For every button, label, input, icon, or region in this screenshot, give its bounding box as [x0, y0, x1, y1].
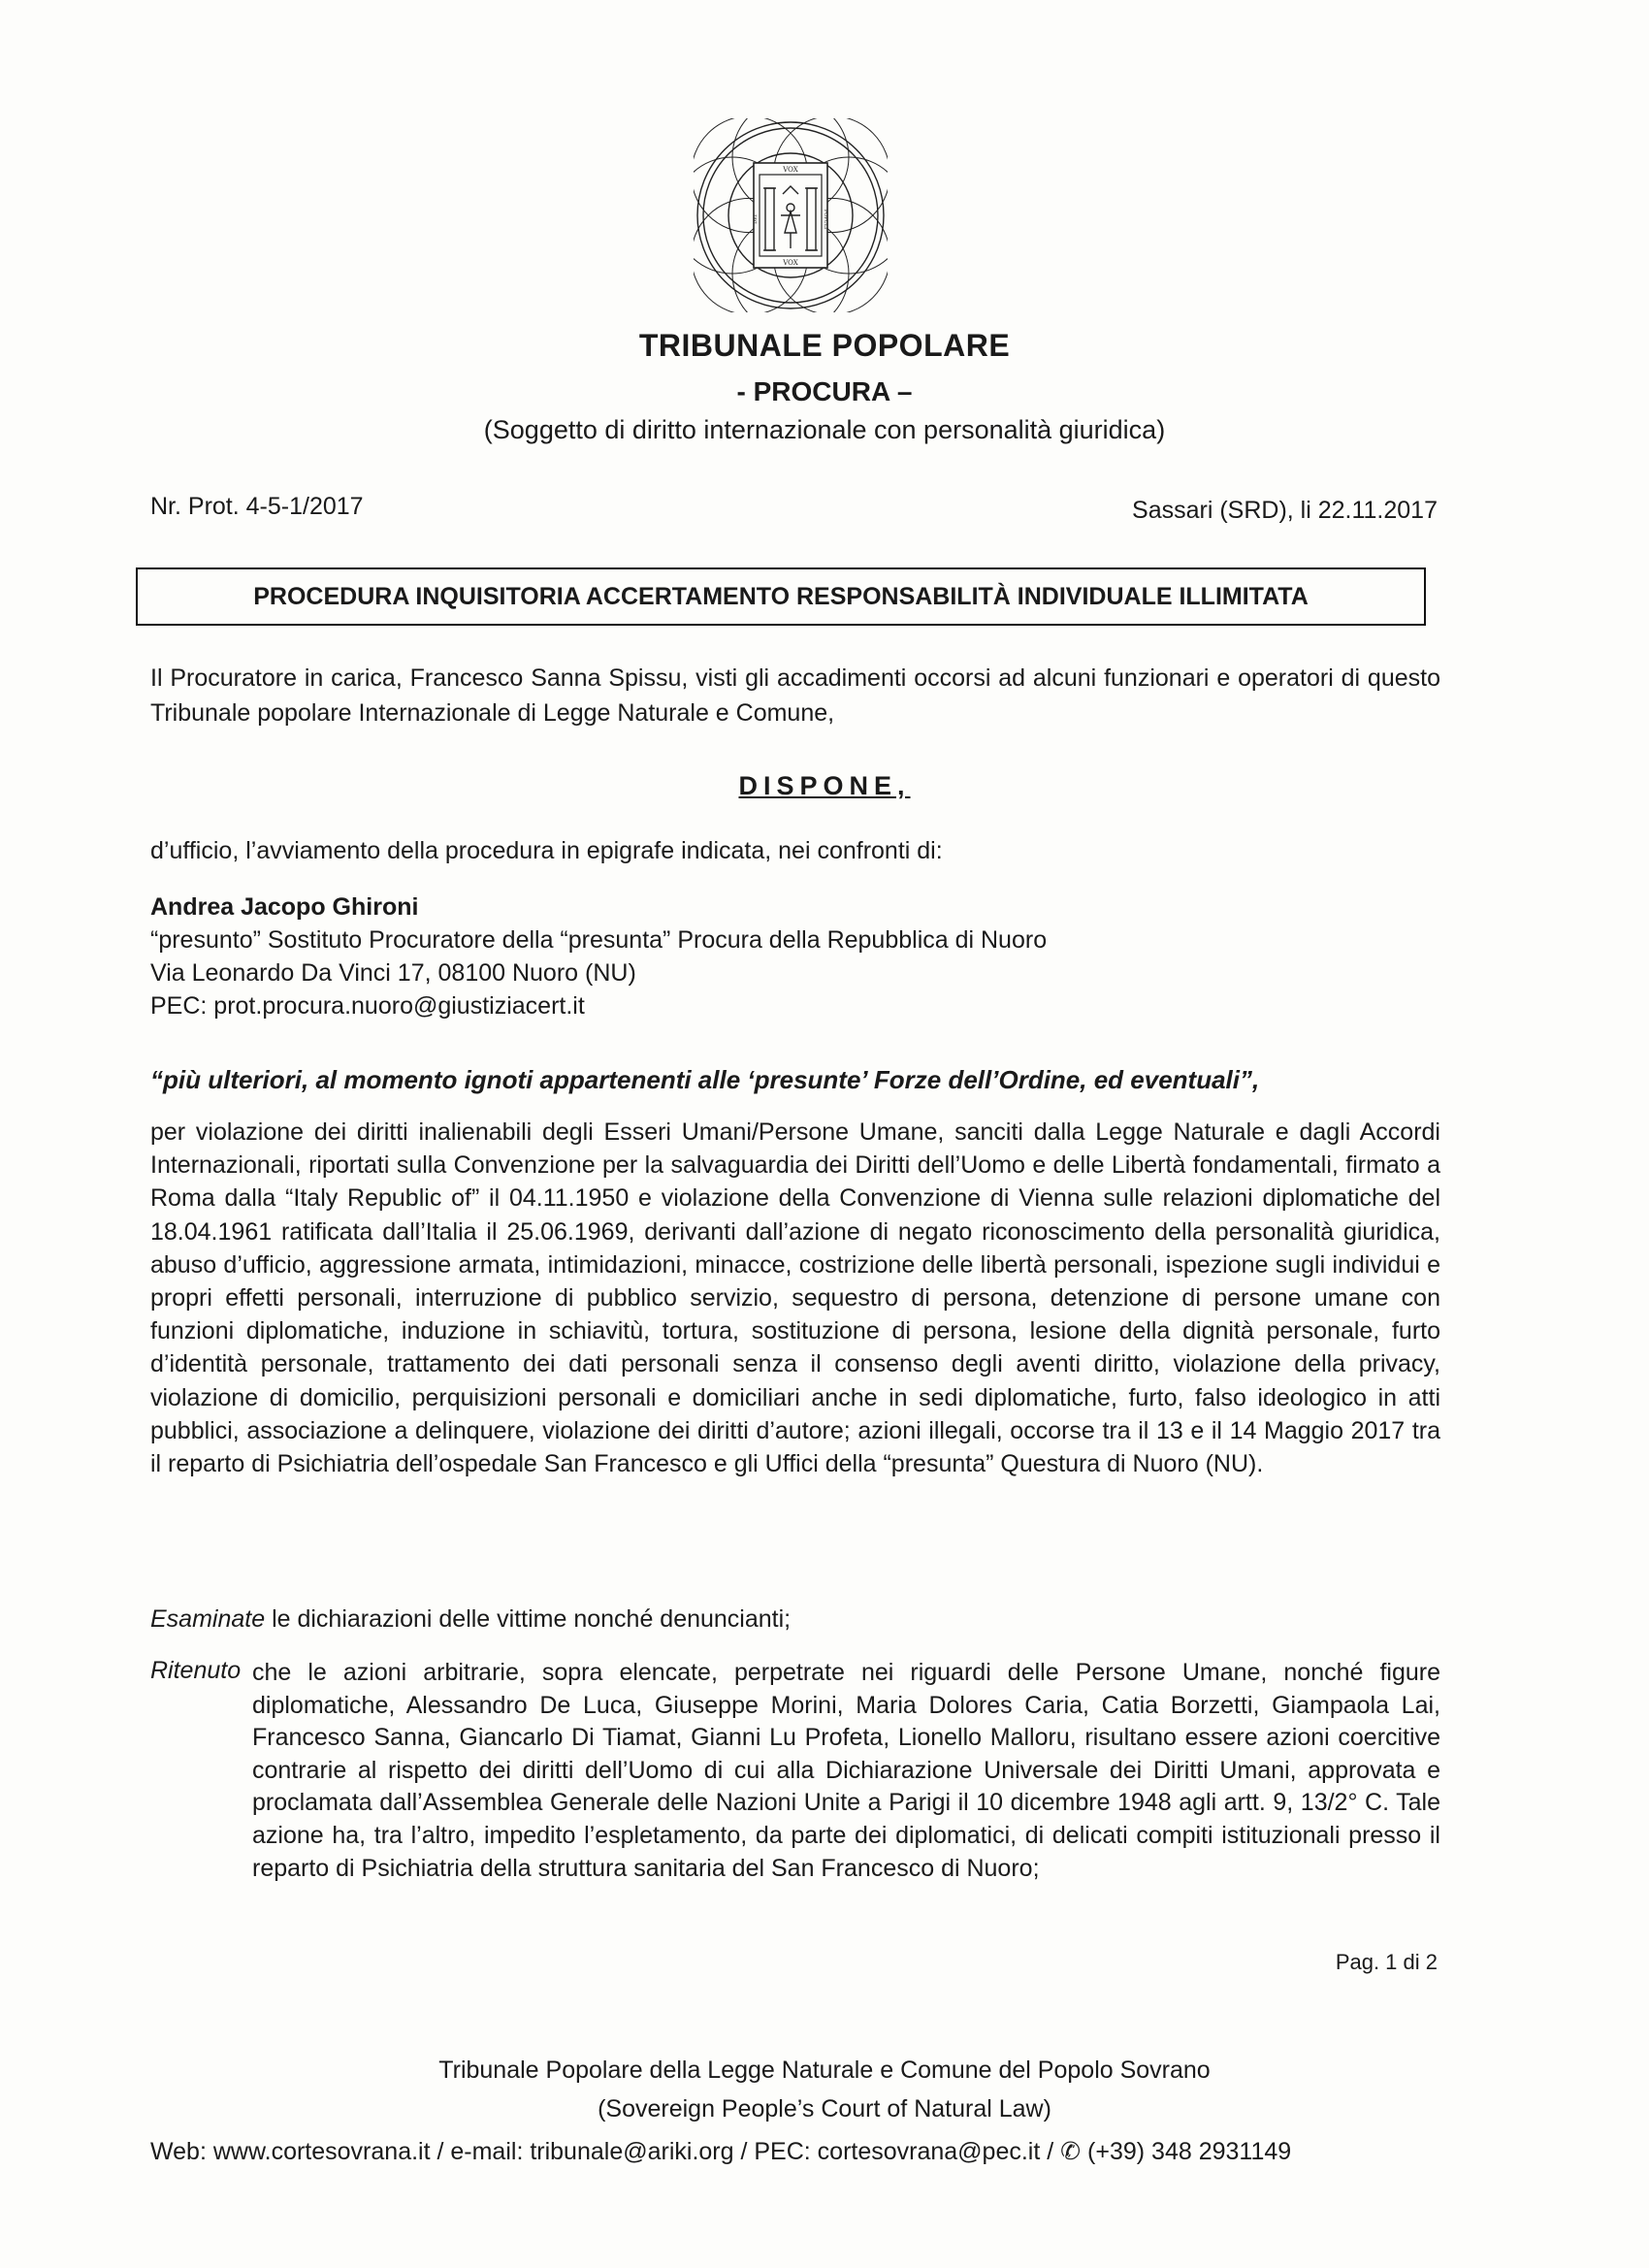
esaminate-keyword: Esaminate — [150, 1605, 266, 1633]
footer-court-name-en: (Sovereign People’s Court of Natural Law) — [598, 2095, 1051, 2122]
dispone-heading: DISPONE, — [738, 771, 911, 800]
tribunal-seal-icon — [694, 118, 888, 312]
ritenuto-keyword: Ritenuto — [150, 1657, 242, 1684]
place-date: Sassari (SRD), li 22.11.2017 — [1132, 497, 1438, 524]
footer-court-name: Tribunale Popolare della Legge Naturale e Comune del Popolo Sovrano — [438, 2057, 1211, 2084]
svg-text:VOX: VOX — [783, 166, 798, 174]
footer-contacts: Web: www.cortesovrana.it / e-mail: tribunale@ariki.org / PEC: cortesovrana@pec.it / ✆ (+39) 348 2931149 — [150, 2138, 1292, 2165]
intro-paragraph: Il Procuratore in carica, Francesco Sanna Spissu, visti gli accadimenti occorsi ad alcuni funzionari e operatori di questo Tribunale popolare Internazionale di Legge Naturale e Comune, — [150, 664, 1440, 727]
ulteriori-line: “più ulteriori, al momento ignoti appartenenti alle ‘presunte’ Forze dell’Ordine, ed eventuali”, — [150, 1065, 1260, 1094]
svg-text:POPULI: POPULI — [823, 209, 828, 230]
ufficio-paragraph: d’ufficio, l’avviamento della procedura in epigrafe indicata, nei confronti di: — [150, 837, 943, 864]
esaminate-text: le dichiarazioni delle vittime nonché denuncianti; — [265, 1605, 792, 1633]
addressee-name: Andrea Jacopo Ghironi — [150, 893, 419, 921]
addressee-block — [150, 891, 1047, 1022]
addressee-pec: PEC: prot.procura.nuoro@giustiziacert.it — [150, 992, 585, 1020]
protocol-number: Nr. Prot. 4-5-1/2017 — [150, 493, 364, 520]
procedure-title-box — [136, 567, 1426, 626]
addressee-address: Via Leonardo Da Vinci 17, 08100 Nuoro (NU) — [150, 959, 636, 987]
header-note: (Soggetto di diritto internazionale con personalità giuridica) — [483, 415, 1166, 444]
procedure-title: PROCEDURA INQUISITORIA ACCERTAMENTO RESPONSABILITÀ INDIVIDUALE ILLIMITATA — [253, 582, 1309, 610]
addressee-role: “presunto” Sostituto Procuratore della “presunta” Procura della Repubblica di Nuoro — [150, 926, 1048, 954]
esaminate-paragraph — [150, 1603, 1440, 1637]
header-title: TRIBUNALE POPOLARE — [638, 328, 1011, 363]
ritenuto-paragraph: che le azioni arbitrarie, sopra elencate, perpetrate nei riguardi delle Persone Umane, nonché figure diplomatiche, Alessandro De Luca, Giuseppe Morini, Maria Dolores Caria, Catia Borzetti, Giampaola Lai, Francesco Sanna, Giancarlo Di Tiamat, Gianni Lu Profeta, Lionello Malloru, risultano essere azioni coercitive contrarie al rispetto dei diritti dell’Uomo di cui alla Dichiarazione Universale dei Diritti Umani, approvata e proclamata dall’Assemblea Generale delle Nazioni Unite a Parigi il 10 dicembre 1948 agli artt. 9, 13/2° C. Tale azione ha, tra l’altro, impedito l’espletamento, da parte dei diplomatici, di delicati compiti istituzionali presso il reparto di Psichiatria della struttura sanitaria del San Francesco di Nuoro; — [252, 1659, 1440, 1882]
header-subtitle: - PROCURA – — [736, 376, 913, 406]
violazione-paragraph: per violazione dei diritti inalienabili degli Esseri Umani/Persone Umane, sanciti dalla Legge Naturale e dagli Accordi Internazionali, riportati sulla Convenzione per la salvaguardia dei Diritti dell’Uomo e delle Libertà fondamentali, firmato a Roma dalla “Italy Republic of” il 04.11.1950 e violazione della Convenzione di Vienna sulle relazioni diplomatiche del 18.04.1961 ratificata dall’Italia il 25.06.1969, derivanti dall’azione di negato riconoscimento della personalità giuridica, abuso d’ufficio, aggressione armata, intimidazioni, minacce, costrizione delle libertà personali, ispezione sugli individui e propri effetti personali, interruzione di pubblico servizio, sequestro di persona, detenzione di persone umane con funzioni diplomatiche, induzione in schiavitù, tortura, sostituzione di persona, lesione della dignità personale, furto d’identità personale, trattamento dei dati personali senza il consenso degli aventi diritto, violazione della privacy, violazione di domicilio, perquisizioni personali e domiciliari anche in sedi diplomatiche, furto, falso ideologico in atti pubblici, associazione a delinquere, violazione dei diritti d’autore; azioni illegali, occorse tra il 13 e il 14 Maggio 2017 tra il reparto di Psichiatria dell’ospedale San Francesco e gli Uffici della “presunta” Questura di Nuoro (NU). — [150, 1118, 1440, 1478]
svg-text:VOX: VOX — [783, 259, 798, 267]
page-number: Pag. 1 di 2 — [1335, 1950, 1438, 1974]
svg-text:DEI: DEI — [753, 214, 759, 224]
